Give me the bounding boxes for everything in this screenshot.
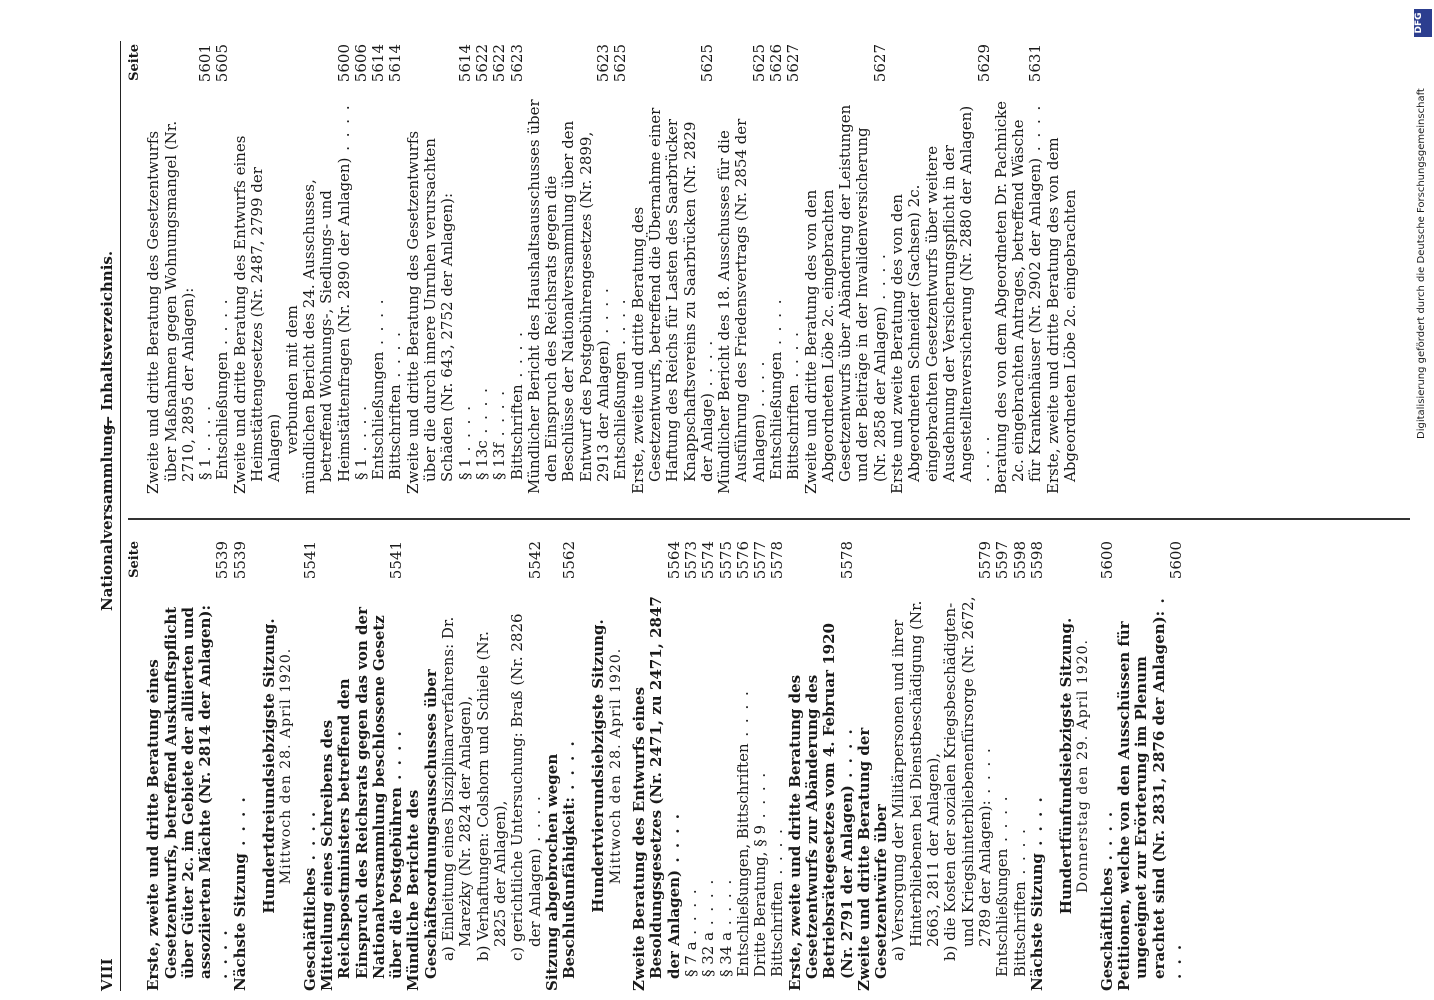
page-number-ref: 5625: [749, 44, 768, 83]
page-refs: [976, 44, 993, 92]
session-date: Mittwoch den 28. April 1920.: [278, 647, 295, 885]
leader-dots: . . . .: [611, 297, 630, 352]
leader-dots: . . . .: [975, 746, 994, 801]
page-refs: [1029, 541, 1046, 589]
entry-text: Petitionen, welche von den Ausschüssen für ungeeignet zur Erörterung im Plenum erachtet sind (Nr. 2831, 2876 der Anlagen):: [1115, 610, 1168, 991]
index-entry: [631, 541, 683, 991]
page-number-ref: 5598: [1010, 541, 1029, 580]
index-entry: [1029, 541, 1046, 991]
entry-text: Zweite und dritte Beratung des von den Abgeordneten Löbe 2c. eingebrachten Gesetzentwurfs über Abänderung der Leistungen und der Beiträge in der Invalidenversicherung (Nr. 2858 der Anlagen): [801, 104, 889, 494]
page-refs: [336, 44, 353, 92]
leader-dots: . . . .: [230, 795, 249, 854]
column-divider: [128, 519, 1410, 521]
entry-text: Geschäftliches: [300, 867, 319, 991]
leader-dots: . . . .: [697, 338, 716, 394]
page-number-ref: 5600: [1166, 541, 1185, 580]
entry-text: Zweite Beratung des Entwurfs eines Besoldungsgesetzes (Nr. 2471, zu 2471, 2847 der Anlagen): [630, 596, 683, 991]
index-entry: [405, 44, 457, 494]
index-entry: [475, 541, 510, 991]
entry-text: Erste, zweite und dritte Beratung des Gesetzentwurfs zur Abänderung des Betriebsrätegesetzes vom 4. Februar 1920 (Nr. 2791 der Anlagen): [785, 623, 856, 991]
digitization-credit: [1414, 9, 1434, 449]
leader-dots: . . . .: [974, 434, 993, 482]
index-entry: [752, 541, 769, 991]
leader-dots: . . . .: [387, 729, 406, 788]
index-entry: [405, 541, 440, 991]
entry-text: Entschließungen: [766, 351, 785, 480]
leader-dots: . . . .: [213, 928, 232, 979]
page-refs: [872, 44, 889, 92]
index-entry: [232, 44, 284, 494]
entry-text: b) Verhaftungen: Colshorn und Schiele (Nr. 2825 der Anlagen),: [473, 631, 509, 961]
entry-text: § 1: [455, 458, 474, 480]
entry-text: § 1: [196, 458, 215, 480]
entry-text: Zweite und dritte Beratung des Gesetzentwurfs über Maßnahmen gegen Wohnungsmangel (Nr. 2710, 2895 der Anlagen):: [144, 120, 197, 494]
page-number-ref: 5573: [681, 541, 700, 580]
page-refs: [718, 541, 735, 589]
leader-dots: . . . .: [699, 877, 718, 932]
page-number-ref: 5575: [716, 541, 735, 580]
session-date: Donnerstag den 29. April 1920.: [1075, 639, 1092, 893]
page-refs: [769, 541, 786, 589]
index-entry: [993, 44, 1045, 494]
page-number: VIII: [98, 958, 116, 991]
page-refs: [666, 541, 683, 589]
page-number-ref: 5539: [213, 541, 232, 580]
header-left-title: Nationalversammlung.: [98, 419, 116, 611]
page-number-ref: 5542: [525, 541, 544, 580]
page-refs: [977, 541, 994, 589]
index-entry: [197, 44, 214, 494]
index-entry: [942, 541, 994, 991]
page-number-ref: 5629: [974, 44, 993, 83]
entry-text: Erste, zweite und dritte Beratung eines Gesetzentwurfs, betreffend Auskunftspflicht über Güter 2c. im Gebiete der alliierten und assoziierten Mächte (Nr. 2814 der Anlagen):: [144, 604, 215, 991]
entry-text: Mündlicher Bericht des 18. Ausschusses für die Ausführung des Friedensvertrags (Nr. 2854 der Anlagen): [715, 118, 768, 494]
page-refs: [839, 541, 856, 589]
entry-text: Sitzung abgebrochen wegen Beschlußunfähigkeit:: [542, 753, 579, 991]
leader-dots: . . . .: [472, 386, 491, 441]
index-entry: [509, 541, 544, 991]
entry-text: Bittschriften: [768, 881, 787, 977]
page-number-ref: 5574: [699, 541, 718, 580]
leader-dots: . . . .: [386, 330, 405, 385]
index-entry: [994, 541, 1011, 991]
session-heading: Hundertfünfundsiebzigste Sitzung.: [1057, 617, 1076, 915]
index-entry: [889, 44, 993, 494]
index-entry: [1012, 541, 1029, 991]
entry-text: Mündlicher Bericht des Haushaltsausschusses über den Einspruch des Reichsrats gegen die Beschlüsse der Nationalversammlung über den Entwurf des Postgebührengesetzes (Nr. 2899, 2913 der Anlagen): [524, 99, 613, 494]
index-entry: [716, 44, 768, 494]
page-refs: [474, 44, 491, 92]
index-entry: [526, 44, 612, 494]
leader-dots: . . . .: [560, 739, 579, 798]
session-date: Mittwoch den 28. April 1920.: [607, 647, 624, 885]
index-entry: [683, 541, 700, 991]
index-entry: [1045, 44, 1080, 494]
entry-text: Zweite und dritte Beratung des Entwurfs eines Heimstättengesetzes (Nr. 2487, 2799 der Anlagen): [230, 135, 284, 494]
page-number-ref: 5564: [664, 541, 683, 580]
entry-text: Entschließungen, Bittschriften: [733, 743, 752, 977]
entry-text: Erste, zweite und dritte Beratung des von dem Abgeordneten Löbe 2c. eingebrachten: [1043, 137, 1080, 494]
index-entry: [319, 541, 405, 991]
index-entry: [491, 44, 508, 494]
leader-dots: . . . .: [993, 794, 1012, 849]
index-entry: [232, 541, 249, 991]
page-refs: [700, 541, 717, 589]
leader-dots: . . . .: [870, 252, 889, 307]
page-refs: [1012, 541, 1029, 589]
index-entry: [145, 541, 231, 991]
left-column: [126, 541, 1185, 991]
leader-dots: . . . .: [196, 404, 215, 459]
leader-dots: . . . .: [733, 689, 752, 744]
leader-dots: . . . .: [1026, 103, 1045, 158]
page-refs: [197, 44, 214, 92]
index-entry: [769, 541, 786, 991]
index-entry: [440, 541, 475, 991]
page-refs: [457, 44, 474, 92]
page-number-ref: 5576: [733, 541, 752, 580]
index-entry: [145, 44, 197, 494]
index-entry: [457, 44, 474, 494]
index-entry: [301, 44, 353, 494]
index-entry: [856, 541, 891, 991]
index-entry: [803, 44, 889, 494]
entry-text: Mündliche Berichte des Geschäftsordnungsausschusses über: [404, 669, 440, 991]
leader-dots: . . . .: [594, 286, 613, 341]
leader-dots: . . . .: [369, 297, 388, 352]
index-page: [96, 41, 1412, 991]
entry-text: Geschäftliches: [1097, 867, 1116, 991]
index-entry: [630, 44, 716, 494]
page-number-ref: 5614: [386, 44, 405, 83]
page-number-ref: 5541: [387, 541, 406, 580]
leader-dots: . . . .: [1149, 596, 1185, 979]
page-number-ref: 5597: [993, 541, 1012, 580]
index-entry: [509, 44, 526, 494]
page-refs: [595, 44, 612, 92]
page-number-ref: 5625: [697, 44, 716, 83]
page-number-ref: 5577: [751, 541, 770, 580]
page-refs: [370, 44, 387, 92]
entry-text: § 32 a: [699, 931, 718, 977]
leader-dots: . . . .: [334, 103, 353, 158]
leader-dots: . . . .: [749, 359, 768, 414]
entry-text: Erste und zweite Beratung des von den Abgeordneten Schneider (Sachsen) 2c. eingebrachten Gesetzentwurfs über weitere Ausdehnung der Versicherungspflicht in der Angestelltenversicherung (Nr. 2880 der Anlagen): [888, 105, 976, 494]
entry-text: Bittschriften: [1010, 881, 1029, 977]
page-refs: [699, 44, 716, 92]
entry-text: § 13c: [472, 440, 491, 480]
entry-text: Entschließungen: [213, 351, 232, 480]
page-number-ref: 5625: [611, 44, 630, 83]
index-entry: [387, 44, 404, 494]
index-entry: [544, 541, 579, 991]
page-number-ref: 5579: [975, 541, 994, 580]
index-entry: [474, 44, 491, 494]
page-refs: [527, 541, 544, 589]
page-refs: [214, 44, 231, 92]
page-refs: [683, 541, 700, 589]
leader-dots: . . . .: [213, 297, 232, 352]
session-heading: Hundertvierundsiebzigste Sitzung.: [589, 619, 608, 913]
dfg-logo: DFG: [1414, 9, 1432, 37]
credit-text: Digitalisierung gefördert durch die Deutsche Forschungsgemeinschaft: [1416, 88, 1427, 439]
entry-text: Entschließungen: [611, 351, 630, 480]
index-entry: [718, 541, 735, 991]
leader-dots: . . . .: [300, 809, 319, 868]
seite-label-left: Seite: [127, 541, 142, 578]
page-number-ref: 5605: [213, 44, 232, 83]
page-refs: [214, 541, 231, 589]
page-number-ref: 5622: [490, 44, 509, 83]
index-entry: [735, 541, 752, 991]
page-refs: [751, 44, 768, 92]
left-entries: [145, 541, 1185, 991]
entry-text: Bittschriften: [784, 384, 803, 480]
page-refs: [612, 44, 629, 92]
entry-text: Dritte Beratung, § 9: [751, 824, 770, 977]
leader-dots: . . . .: [751, 770, 770, 825]
entry-text: mündlichen Bericht des 24. Ausschusses, betreffend Wohnungs-, Siedlungs- und Heimstättenfragen (Nr. 2890 der Anlagen): [299, 157, 353, 494]
entry-text: Zweite und dritte Beratung der Gesetzentwürfe über: [854, 727, 891, 991]
page-refs: [1168, 541, 1185, 589]
entry-text: § 1: [351, 458, 370, 480]
index-entry: [1099, 541, 1116, 991]
leader-dots: . . . .: [1010, 827, 1029, 882]
page-number-ref: 5578: [837, 541, 856, 580]
entry-text: Nächste Sitzung: [1027, 853, 1046, 991]
entry-text: Zweite und dritte Beratung des Gesetzentwurfs über die durch innere Unruhen verursachten Schäden (Nr. 643, 2752 der Anlagen):: [403, 130, 457, 494]
page-refs: [752, 541, 769, 589]
leader-dots: . . . .: [681, 887, 700, 942]
entry-text: Erste, zweite und dritte Beratung des Gesetzentwurfs, betreffend die Übernahme einer Haftung des Reichs für Lasten des Saarbrücker Knappschaftsvereins zu Saarbrücken (Nr. 2829 der Anlage): [628, 107, 716, 494]
page-number-ref: 5614: [455, 44, 474, 83]
page-refs: [353, 44, 370, 92]
right-column: [126, 44, 1079, 494]
seite-label-right: Seite: [127, 44, 142, 81]
index-entry: [612, 44, 629, 494]
page-refs: [1027, 44, 1044, 92]
leader-dots: . . . .: [507, 330, 526, 385]
page-number-ref: 5622: [472, 44, 491, 83]
page-refs: [387, 44, 404, 92]
index-entry: [353, 44, 370, 494]
entry-text: Mitteilung eines Schreibens des Reichspostministers betreffend den Einspruch des Reichsrats gegen das von der Nationalversammlung beschlossene Gesetz über die Postgebühren: [317, 607, 406, 991]
page-number-ref: 5541: [300, 541, 319, 580]
leader-dots: . . . .: [490, 388, 509, 444]
page-refs: [1099, 541, 1116, 589]
entry-text: Beratung des von dem Abgeordneten Dr. Pachnicke 2c. eingebrachten Antrages, betreffend Wäsche für Krankenhäuser (Nr. 2902 der Anlagen): [991, 100, 1045, 494]
page-number-ref: 5539: [230, 541, 249, 580]
entry-text: Bittschriften: [507, 384, 526, 480]
leader-dots: . . . .: [455, 404, 474, 459]
header-right-title: — Inhaltsverzeichnis.: [98, 250, 116, 431]
entry-text: a) Einleitung eines Disziplinarverfahrens: Dr. Mareżky (Nr. 2824 der Anlagen),: [439, 616, 475, 961]
page-refs: [785, 44, 802, 92]
page-number-ref: 5606: [351, 44, 370, 83]
index-entry: [890, 541, 942, 991]
page-refs: [302, 541, 319, 589]
leader-dots: . . . .: [525, 794, 544, 849]
running-header: [96, 41, 121, 991]
page-refs: [491, 44, 508, 92]
page-number-ref: 5623: [507, 44, 526, 83]
leader-dots: . . . .: [837, 727, 856, 786]
entry-text: § 13f: [490, 443, 509, 480]
page-number-ref: 5600: [334, 44, 353, 83]
leader-dots: . . . .: [768, 827, 787, 882]
index-entry: [700, 541, 717, 991]
leader-dots: . . . .: [1097, 809, 1116, 868]
leader-dots: . . . .: [784, 330, 803, 385]
page-refs: [768, 44, 785, 92]
entry-text: Entschließungen: [369, 351, 388, 480]
index-entry: [1116, 541, 1185, 991]
entry-text: Entschließungen: [993, 848, 1012, 977]
leader-dots: . . . .: [766, 297, 785, 352]
page-refs: [232, 541, 249, 589]
page-number-ref: 5614: [369, 44, 388, 83]
page-number-ref: 5627: [784, 44, 803, 83]
page-number-ref: 5623: [594, 44, 613, 83]
right-entries: [145, 44, 1079, 494]
page-number-ref: 5562: [560, 541, 579, 580]
index-entry: [785, 44, 802, 494]
leader-dots: . . . .: [1027, 795, 1046, 854]
session-heading: Hundertdreiundsiebzigste Sitzung.: [260, 618, 279, 914]
page-refs: [388, 541, 405, 589]
leader-dots: . . . .: [716, 877, 735, 932]
connector-text: verbunden mit dem: [282, 305, 301, 454]
index-entry: [370, 44, 387, 494]
index-entry: [768, 44, 785, 494]
page-number-ref: 5631: [1026, 44, 1045, 83]
page-number-ref: 5627: [870, 44, 889, 83]
entry-text: c) gerichtliche Untersuchung: Braß (Nr. 2826 der Anlagen): [508, 613, 544, 961]
page-number-ref: 5600: [1097, 541, 1116, 580]
entry-text: Nächste Sitzung: [230, 853, 249, 991]
entry-text: § 7 a: [681, 941, 700, 977]
page-refs: [735, 541, 752, 589]
index-entry: [787, 541, 856, 991]
index-entry: [214, 44, 231, 494]
leader-dots: . . . .: [351, 404, 370, 459]
entry-text: Bittschriften: [386, 384, 405, 480]
entry-text: b) die Kosten der sozialen Kriegsbeschädigten- und Kriegshinterbliebenenfürsorge (Nr. 2672, 2789 der Anlagen):: [941, 596, 994, 961]
page-number-ref: 5598: [1027, 541, 1046, 580]
entry-text: a) Versorgung der Militärpersonen und ihrer Hinterbliebenen bei Dienstbeschädigung (Nr. 2663, 2811 der Anlagen),: [889, 600, 943, 961]
page-refs: [994, 541, 1011, 589]
leader-dots: . . . .: [664, 812, 683, 870]
page-number-ref: 5578: [768, 541, 787, 580]
entry-text: § 34 a: [716, 931, 735, 977]
page-refs: [509, 44, 526, 92]
index-entry: [302, 541, 319, 991]
page-number-ref: 5626: [766, 44, 785, 83]
page-number-ref: 5601: [196, 44, 215, 83]
page-refs: [561, 541, 578, 589]
